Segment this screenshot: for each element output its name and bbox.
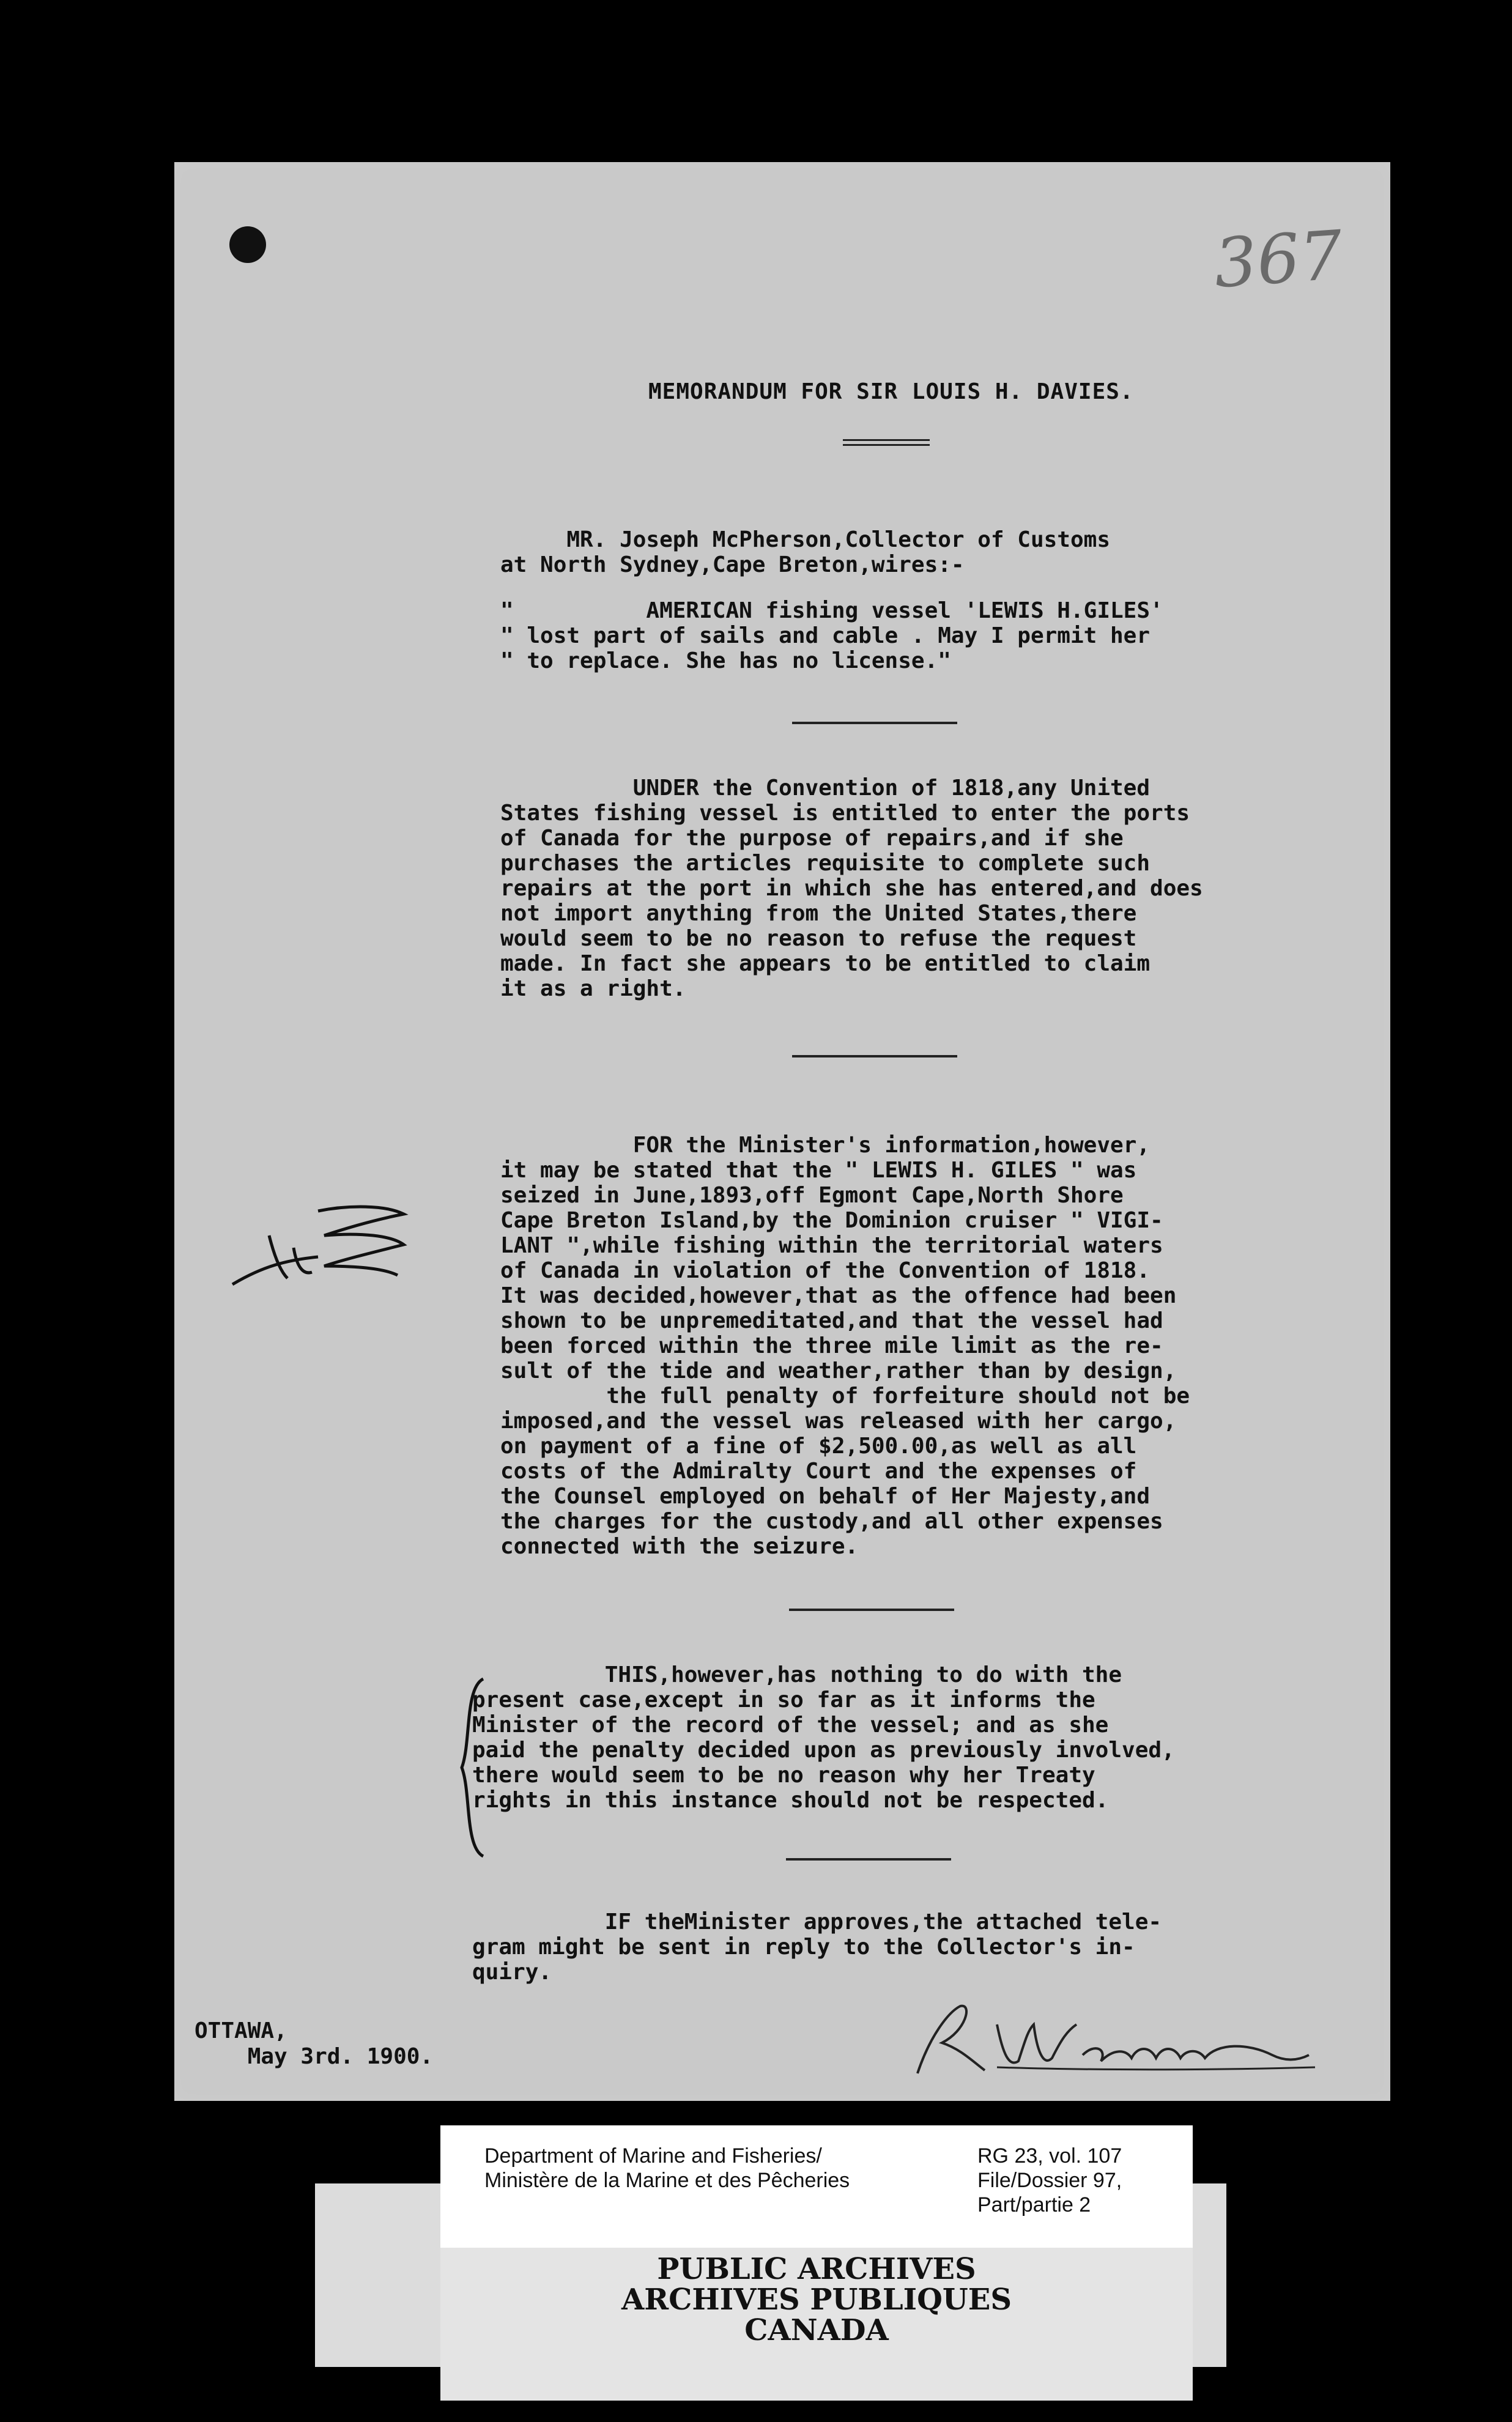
handwritten-signature bbox=[905, 1988, 1321, 2086]
section-divider bbox=[792, 722, 957, 724]
memo-heading: MEMORANDUM FOR SIR LOUIS H. DAVIES. bbox=[648, 379, 1134, 404]
place-and-date: OTTAWA, May 3rd. 1900. bbox=[195, 2018, 434, 2069]
paragraph-telegram-quote: " AMERICAN fishing vessel 'LEWIS H.GILES' " lost part of sails and cable . May I permit her " to replace. She has no license." bbox=[500, 598, 1163, 673]
public-archives-stamp: PUBLIC ARCHIVES ARCHIVES PUBLIQUES CANADA bbox=[621, 2252, 1012, 2347]
paragraph-collector: MR. Joseph McPherson,Collector of Customs at North Sydney,Cape Breton,wires:- bbox=[500, 527, 1110, 577]
section-divider bbox=[786, 1858, 951, 1861]
paragraph-approval: IF theMinister approves,the attached tele- gram might be sent in reply to the Collector's in- quiry. bbox=[472, 1909, 1162, 1985]
paragraph-seizure-history: FOR the Minister's information,however, it may be stated that the " LEWIS H. GILES " was seized in June,1893,off Egmont Cape,North Shore Cape Breton Island,by the Dominion cruiser " VIGI- LANT ",while fishing within the territorial waters of Canada in violation of the Convention of 1818. It was decided,however,that as the offence had been shown to be unpremeditated,and that the vessel had been forced within the three mile limit as the re- sult of the tide and weather,rather than by design, the full penalty of forfeiture should not be imposed,and the vessel was released with her cargo, on payment of a fine of $2,500.00,as well as all costs of the Admiralty Court and the expenses of the Counsel employed on behalf of Her Majesty,and the charges for the custody,and all other expenses connected with the seizure. bbox=[500, 1133, 1190, 1559]
section-divider bbox=[789, 1609, 954, 1611]
paragraph-present-case: THIS,however,has nothing to do with the present case,except in so far as it informs the Minister of the record of the vessel; and as she paid the penalty decided upon as previously involved, there would seem to be no reason why her Treaty rights in this instance should not be respected. bbox=[472, 1662, 1175, 1813]
archive-file-reference: RG 23, vol. 107 File/Dossier 97, Part/partie 2 bbox=[977, 2144, 1122, 2216]
handwritten-margin-mark bbox=[226, 1193, 410, 1303]
handwritten-page-number: 367 bbox=[1211, 215, 1346, 303]
section-divider bbox=[792, 1055, 957, 1057]
paragraph-convention: UNDER the Convention of 1818,any United States fishing vessel is entitled to enter the ports of Canada for the purpose of repairs,and if she purchases the articles requisite to complete such repairs at the port in which she has entered,and does not import anything from the United States,there would seem to be no reason to refuse the request made. In fact she appears to be entitled to claim it as a right. bbox=[500, 776, 1203, 1001]
archive-department: Department of Marine and Fisheries/ Ministère de la Marine et des Pêcheries bbox=[484, 2144, 850, 2192]
punch-hole bbox=[229, 226, 266, 263]
archive-reference-label bbox=[440, 2125, 1193, 2248]
heading-underline bbox=[843, 439, 930, 441]
handwritten-brace bbox=[453, 1676, 489, 1859]
